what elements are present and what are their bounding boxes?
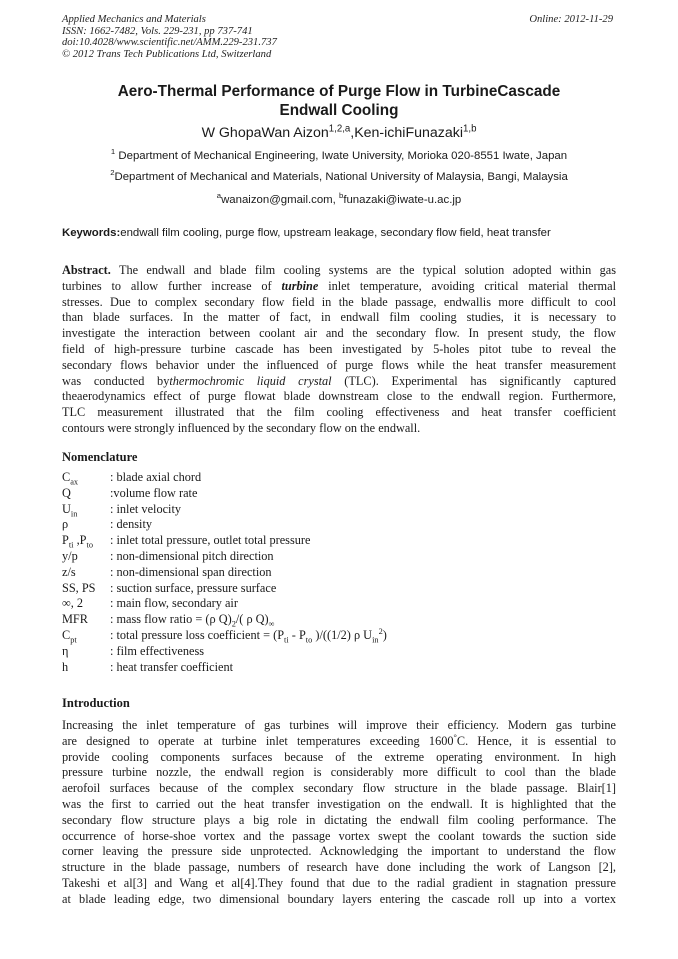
abstract-line: than blade surfaces. In the matter of fact, in endwall film cooling studies, it is necessary to bbox=[62, 310, 616, 325]
abstract-line bbox=[62, 374, 616, 390]
symbol-base: ,P bbox=[73, 533, 87, 548]
author-list bbox=[62, 124, 616, 142]
symbol-subscript: to bbox=[86, 540, 94, 550]
nomenclature-symbol bbox=[62, 533, 110, 549]
affiliation-2 bbox=[62, 170, 616, 184]
email-a-marker: a bbox=[216, 191, 222, 201]
nomenclature-row bbox=[62, 486, 622, 502]
definition-subscript: ti bbox=[284, 635, 289, 645]
nomenclature-symbol bbox=[62, 502, 110, 518]
abstract-line bbox=[62, 263, 616, 279]
intro-line: Takeshi et al[3] and Wang et al[4].They found that due to the radial gradient in stagnation pressure bbox=[62, 875, 616, 890]
definition-text: - P bbox=[288, 627, 306, 642]
nomenclature-row bbox=[62, 533, 622, 549]
definition-text: ) bbox=[382, 627, 387, 642]
abstract-text: (TLC). Experimental has significantly captured bbox=[331, 373, 616, 388]
abstract-line: TLC measurement illustrated that the film cooling effectiveness and heat transfer coefficient bbox=[62, 405, 616, 420]
symbol-base: C bbox=[62, 470, 71, 484]
nomenclature-definition: : inlet velocity bbox=[110, 501, 182, 516]
email-b: funazaki@iwate-u.ac.jp bbox=[343, 194, 462, 206]
nomenclature-definition: :volume flow rate bbox=[110, 485, 198, 500]
keywords-text: endwall film cooling, purge flow, upstream leakage, secondary flow field, heat transfer bbox=[120, 227, 551, 239]
nomenclature-row bbox=[62, 628, 622, 644]
nomenclature-definition: : heat transfer coefficient bbox=[110, 659, 234, 674]
definition-superscript: 2 bbox=[378, 626, 383, 636]
author-2-affil: 1,b bbox=[463, 123, 477, 135]
title-line-2: Endwall Cooling bbox=[279, 102, 399, 119]
symbol-subscript: ax bbox=[70, 477, 79, 487]
definition-text: )/((1/2) ρ U bbox=[312, 627, 373, 642]
intro-line bbox=[62, 734, 616, 750]
title-line-1: Aero-Thermal Performance of Purge Flow in TurbineCascade bbox=[117, 83, 561, 100]
introduction-body bbox=[62, 718, 616, 908]
journal-copyright: © 2012 Trans Tech Publications Ltd, Switzerland bbox=[62, 48, 272, 60]
symbol-subscript: in bbox=[70, 509, 78, 519]
journal-doi: doi:10.4028/www.scientific.net/AMM.229-231.737 bbox=[62, 37, 277, 48]
nomenclature-symbol: y/p bbox=[62, 548, 78, 563]
intro-text: are designed to operate at turbine inlet temperatures exceeding 1600 bbox=[62, 733, 454, 748]
symbol-base: P bbox=[62, 533, 69, 548]
abstract bbox=[62, 263, 616, 437]
abstract-emphasis: turbine bbox=[281, 278, 319, 293]
definition-subscript: to bbox=[305, 635, 313, 645]
keywords bbox=[62, 226, 622, 240]
nomenclature-definition: : main flow, secondary air bbox=[110, 596, 238, 611]
definition-subscript: in bbox=[372, 635, 379, 645]
nomenclature-definition: : inlet total pressure, outlet total pressure bbox=[110, 533, 311, 548]
nomenclature-row bbox=[62, 581, 622, 597]
email-a: wanaizon@gmail.com, bbox=[221, 194, 339, 206]
nomenclature-definition bbox=[110, 612, 275, 628]
nomenclature-symbol: z/s bbox=[62, 564, 76, 579]
nomenclature-row bbox=[62, 502, 622, 518]
intro-text: C. Hence, it is essential to bbox=[456, 733, 616, 748]
nomenclature-symbol: ρ bbox=[62, 517, 69, 532]
abstract-line bbox=[62, 279, 616, 295]
nomenclature-row bbox=[62, 596, 622, 612]
nomenclature-row bbox=[62, 549, 622, 565]
nomenclature-definition: : non-dimensional pitch direction bbox=[110, 548, 274, 563]
abstract-emphasis: thermochromic liquid crystal bbox=[169, 373, 332, 388]
nomenclature-row bbox=[62, 660, 622, 676]
intro-line: Increasing the inlet temperature of gas turbines will improve their efficiency. Modern gas turbine bbox=[62, 718, 616, 732]
journal-header bbox=[62, 14, 277, 60]
degree-symbol: ° bbox=[453, 732, 457, 742]
affiliation-1-number: 1 bbox=[110, 147, 116, 157]
abstract-text: was conducted by bbox=[62, 373, 170, 388]
abstract-text: turbines to allow further increase of bbox=[62, 278, 282, 293]
author-1: W GhopaWan Aizon bbox=[201, 125, 329, 141]
journal-issn: ISSN: 1662-7482, Vols. 229-231, pp 737-741 bbox=[62, 25, 253, 37]
nomenclature-symbol bbox=[62, 628, 110, 644]
nomenclature-row bbox=[62, 644, 622, 660]
paper-title bbox=[62, 82, 616, 120]
introduction-heading: Introduction bbox=[62, 696, 130, 710]
intro-line: pressure turbine nozzle, the endwall region is considerably more difficult to cool than the blade bbox=[62, 765, 616, 780]
affiliation-2-text: Department of Mechanical and Materials, National University of Malaysia, Bangi, Malaysia bbox=[114, 171, 568, 183]
definition-subscript: ∞ bbox=[268, 619, 275, 629]
affiliation-2-number: 2 bbox=[110, 168, 115, 178]
intro-line: structure in the blade passage, numbers of research have done including the work of Langson [2], bbox=[62, 860, 616, 875]
intro-line: provide cooling components surfaces because of the extreme operating environment. In high bbox=[62, 749, 616, 764]
intro-line: at blade leading edge, two dimensional boundary layers entering the cascade roll up into a vortex bbox=[62, 891, 616, 906]
keywords-label: Keywords: bbox=[62, 227, 121, 239]
intro-line: was the first to carried out the heat transfer investigation on the endwall. It is highlighted that the bbox=[62, 796, 616, 811]
nomenclature-symbol: MFR bbox=[62, 612, 88, 627]
nomenclature-definition: : density bbox=[110, 517, 153, 532]
affiliation-1 bbox=[62, 149, 616, 163]
abstract-text: The endwall and blade film cooling systems are the typical solution adopted within gas bbox=[110, 263, 616, 277]
nomenclature-row bbox=[62, 517, 622, 533]
nomenclature-symbol: h bbox=[62, 659, 69, 674]
intro-line: aerofoil surfaces because of the complex secondary flow structure in the blade passage. Blair[1] bbox=[62, 781, 616, 796]
symbol-base: U bbox=[62, 501, 71, 516]
abstract-line: field of high-pressure turbine cascade has been investigated by 5-holes pitot tube to reveal the bbox=[62, 341, 616, 356]
nomenclature-row bbox=[62, 612, 622, 628]
nomenclature-row bbox=[62, 470, 622, 486]
abstract-text: inlet temperature, avoiding critical material thermal bbox=[318, 278, 616, 293]
abstract-line: contours were strongly influenced by the secondary flow on the endwall. bbox=[62, 420, 421, 435]
definition-text: /( ρ Q) bbox=[235, 612, 269, 627]
nomenclature-symbol: Q bbox=[62, 485, 71, 500]
nomenclature-symbol: η bbox=[62, 643, 69, 658]
abstract-line: investigate the interaction between coolant air and the secondary flow. In present study, the flow bbox=[62, 326, 616, 341]
definition-subscript: 2 bbox=[231, 619, 236, 629]
abstract-line: theaerodynamics effect of purge flowat blade downstream close to the endwall region. Furthermore, bbox=[62, 389, 616, 404]
affiliation-1-text: Department of Mechanical Engineering, Iwate University, Morioka 020-8551 Iwate, Japan bbox=[115, 150, 568, 162]
nomenclature-definition bbox=[110, 628, 387, 644]
nomenclature-symbol: ∞, 2 bbox=[62, 596, 84, 611]
nomenclature-symbol: SS, PS bbox=[62, 580, 96, 595]
abstract-line: secondary flows behavior under the influenced of purge flows while the heat transfer measurement bbox=[62, 357, 616, 372]
definition-text: : mass flow ratio = (ρ Q) bbox=[110, 612, 232, 627]
nomenclature-definition: : film effectiveness bbox=[110, 643, 205, 658]
author-1-affil: 1,2,a bbox=[328, 123, 351, 135]
journal-name: Applied Mechanics and Materials bbox=[62, 14, 206, 25]
nomenclature-heading: Nomenclature bbox=[62, 450, 138, 464]
symbol-subscript: ti bbox=[68, 540, 74, 550]
nomenclature-definition: : non-dimensional span direction bbox=[110, 564, 272, 579]
intro-line: corner leaving the pressure side unprotected. Acknowledging the important to understand the flow bbox=[62, 844, 616, 859]
nomenclature-symbol bbox=[62, 470, 110, 486]
symbol-subscript: pt bbox=[70, 635, 77, 645]
abstract-label: Abstract. bbox=[62, 263, 111, 277]
nomenclature-definition: : suction surface, pressure surface bbox=[110, 580, 277, 595]
symbol-base: C bbox=[62, 627, 71, 642]
intro-line: occurrence of horse-shoe vortex and the passage vortex swept the coolant towards the suction side bbox=[62, 828, 616, 843]
online-date: Online: 2012-11-29 bbox=[529, 14, 613, 25]
intro-line: secondary flow structure plays a big role in dictating the endwall film cooling performance. The bbox=[62, 812, 616, 827]
author-emails bbox=[62, 193, 616, 207]
nomenclature-list bbox=[62, 470, 622, 675]
definition-text: : total pressure loss coefficient = (P bbox=[110, 627, 285, 642]
author-2: ,Ken-ichiFunazaki bbox=[350, 125, 464, 141]
email-b-marker: b bbox=[339, 191, 344, 201]
nomenclature-row bbox=[62, 565, 622, 581]
nomenclature-definition: : blade axial chord bbox=[110, 470, 202, 484]
abstract-line: stresses. Due to complex secondary flow field in the blade passage, endwallis more difficult to cool bbox=[62, 294, 616, 309]
